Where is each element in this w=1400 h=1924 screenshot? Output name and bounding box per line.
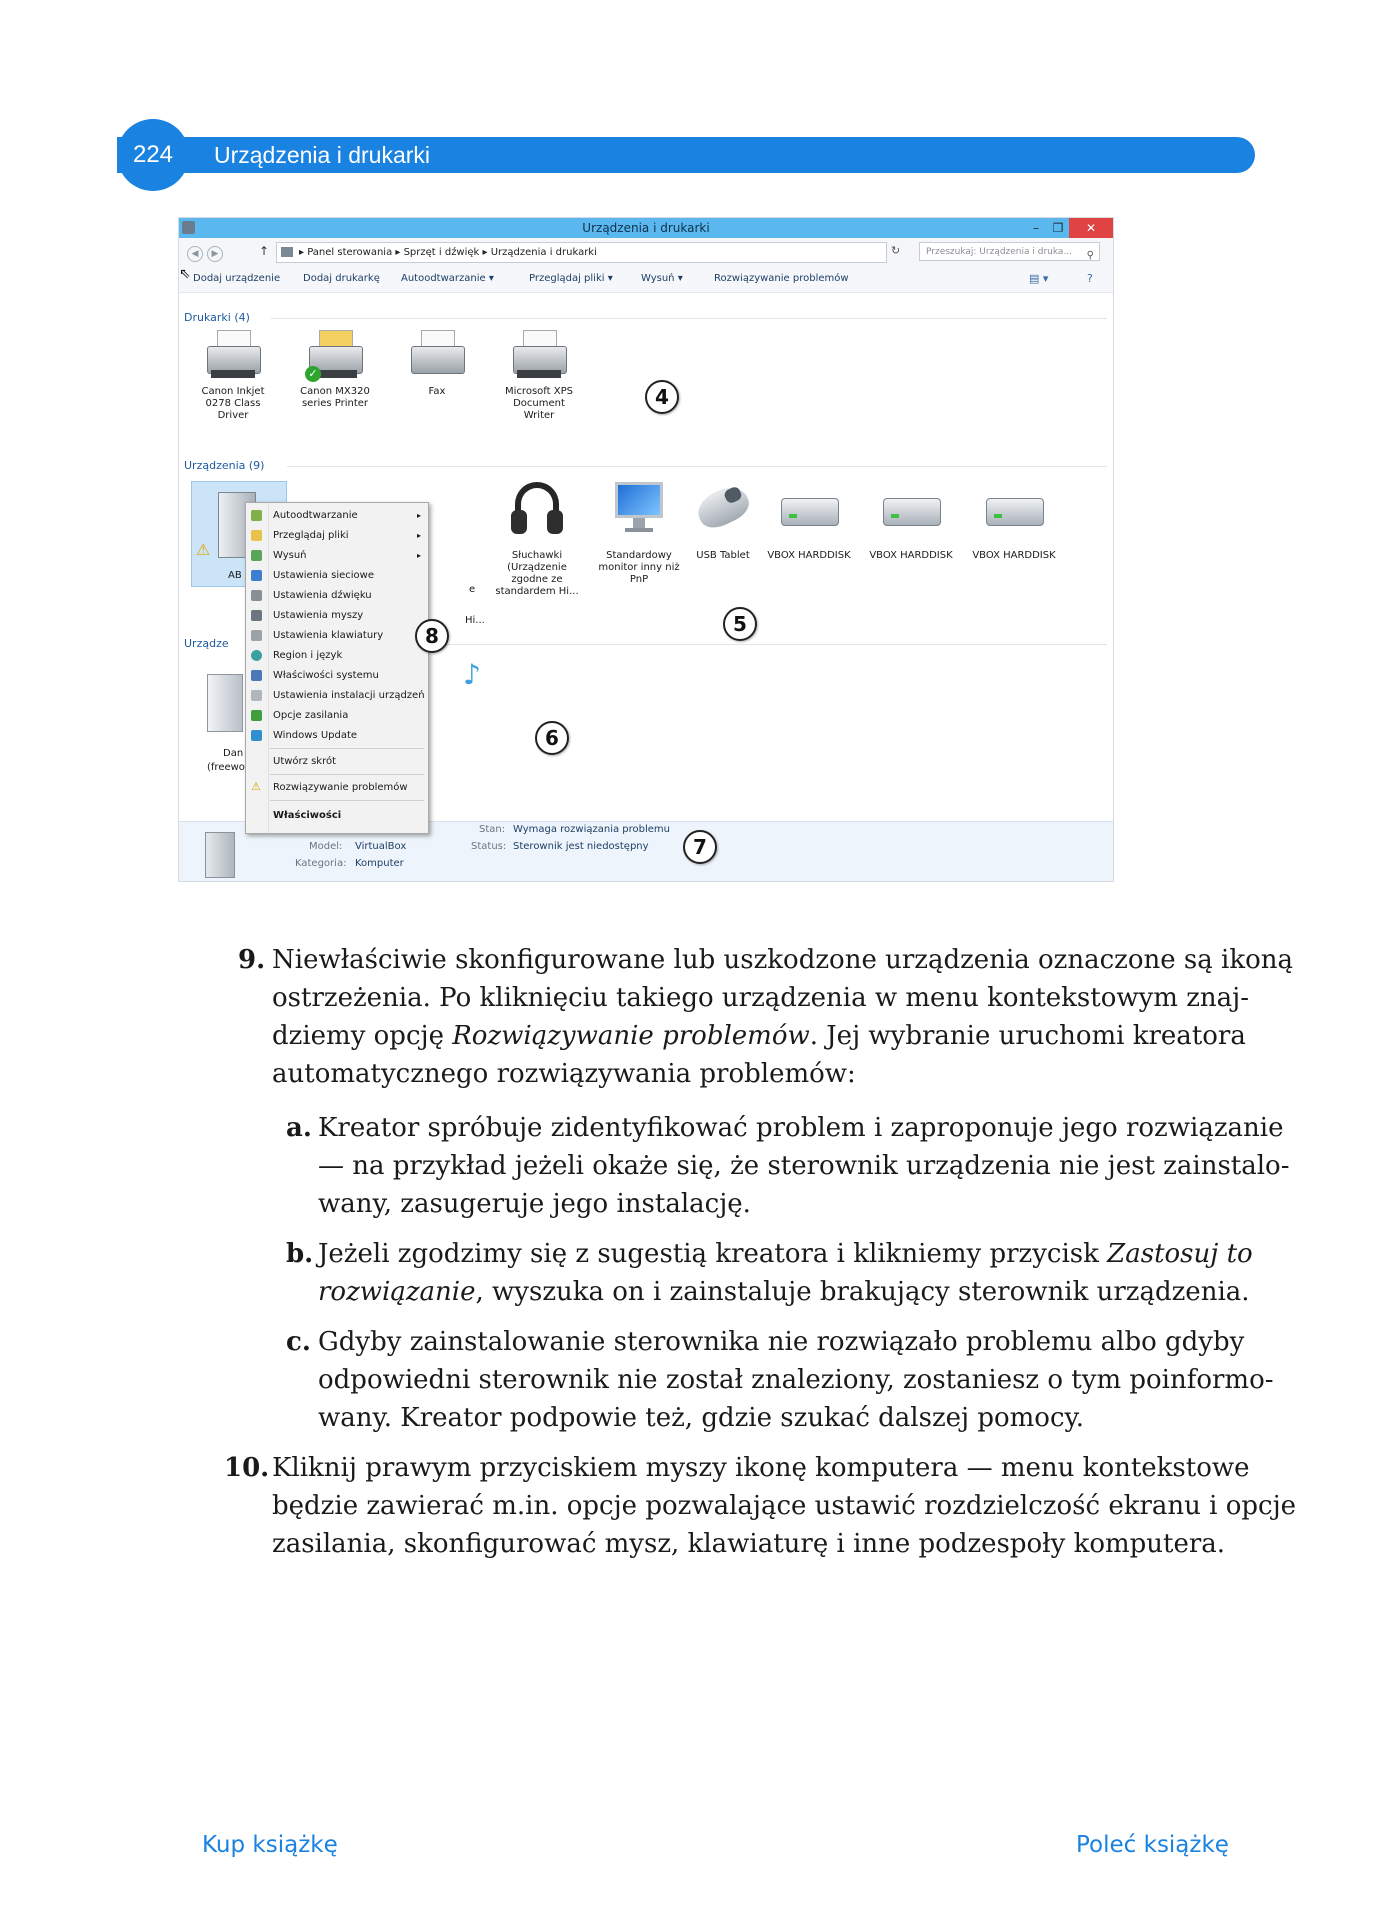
control-panel-icon <box>281 247 293 257</box>
menu-item-mouse-settings[interactable]: Ustawienia myszy <box>246 607 428 625</box>
add-device-button[interactable]: Dodaj urządzenie <box>193 273 281 284</box>
page-number: 224 <box>117 119 189 191</box>
menu-item-troubleshoot[interactable]: ⚠ Rozwiązywanie problemów <box>251 780 408 793</box>
detail-state-key: Stan: <box>479 824 506 835</box>
printer-icon <box>507 328 571 384</box>
music-note-icon: ♪ <box>463 658 481 691</box>
device-hdd-2[interactable] <box>869 480 953 562</box>
callout-8: 8 <box>415 619 449 653</box>
device-label: Standardowy monitor inny niż PnP <box>598 550 680 585</box>
menu-item-sound-settings[interactable]: Ustawienia dźwięku <box>246 587 428 605</box>
keyboard-icon <box>251 630 262 641</box>
menu-item-browse-files[interactable]: Przeglądaj pliki ▸ <box>246 527 428 545</box>
menu-separator <box>270 748 424 749</box>
update-icon <box>251 730 262 741</box>
search-icon: ⚲ <box>1086 250 1094 261</box>
device-label-partial: Hi... <box>465 615 485 626</box>
device-headphones[interactable] <box>495 480 579 598</box>
menu-separator <box>270 774 424 775</box>
eject-icon <box>251 550 262 561</box>
minimize-button[interactable]: – <box>1033 221 1039 235</box>
item-10-number: 10. <box>224 1453 270 1483</box>
device-label: Fax <box>428 386 446 397</box>
device-label: USB Tablet <box>696 550 750 561</box>
device-label: Canon Inkjet 0278 Class Driver <box>201 386 265 421</box>
computer-icon <box>205 832 235 878</box>
item-a-text: Kreator spróbuje zidentyfikować problem i zaproponuje jego rozwiązanie — na przykład jeżeli okaże się, że sterownik urządzenia nie jest zainstalo- wany, zasugeruje jego instalację. <box>318 1113 1290 1219</box>
view-options-icon[interactable]: ▤ ▾ <box>1029 272 1049 285</box>
menu-item-keyboard-settings[interactable]: Ustawienia klawiatury <box>246 627 428 645</box>
command-bar <box>179 266 1113 293</box>
device-label: VBOX HARDDISK <box>972 550 1056 561</box>
warning-icon: ⚠ <box>251 780 261 793</box>
callout-4: 4 <box>645 380 679 414</box>
recommend-book-link[interactable]: Poleć książkę <box>1076 1832 1229 1858</box>
menu-item-device-install-settings[interactable]: Ustawienia instalacji urządzeń <box>246 687 428 705</box>
network-icon <box>251 570 262 581</box>
device-icon <box>251 690 262 701</box>
eject-button[interactable]: Wysuń ▾ <box>641 273 683 284</box>
menu-item-power-options[interactable]: Opcje zasilania <box>246 707 428 725</box>
item-10-text: Kliknij prawym przyciskiem myszy ikonę komputera — menu kontekstowe będzie zawierać m.in. opcje pozwalające ustawić rozdzielczość ekranu i opcje zasilania, skonfigurować mysz, klawiaturę i inne podzespoły komputera. <box>272 1453 1297 1559</box>
window-titlebar <box>179 218 1113 238</box>
address-row <box>179 238 1113 266</box>
fax-icon <box>405 328 469 384</box>
refresh-icon[interactable]: ↻ <box>891 244 901 257</box>
autoplay-button[interactable]: Autoodtwarzanie ▾ <box>401 273 494 284</box>
item-c-letter: c. <box>286 1327 311 1357</box>
group-divider <box>427 644 1107 645</box>
device-label: Canon MX320 series Printer <box>300 386 370 409</box>
up-icon[interactable]: ↑ <box>259 244 270 258</box>
printer-canon-inkjet[interactable] <box>191 328 275 422</box>
menu-item-network-settings[interactable]: Ustawienia sieciowe <box>246 567 428 585</box>
address-bar[interactable] <box>276 242 887 263</box>
hard-disk-icon <box>777 480 841 536</box>
item-9-text: Niewłaściwie skonfigurowane lub uszkodzone urządzenia oznaczone są ikoną ostrzeżenia. Po kliknięciu takiego urządzenia w menu kontekstowym znaj- dziemy opcję Rozwiązywanie problemów. Jej wybranie uruchomi kreatora automatycznego rozwiązywania problemów: <box>272 945 1294 1089</box>
maximize-button[interactable]: ❐ <box>1052 221 1064 235</box>
globe-icon <box>251 650 262 661</box>
group-printers[interactable]: Drukarki (4) <box>184 311 250 324</box>
system-icon <box>251 670 262 681</box>
buy-book-link[interactable]: Kup książkę <box>202 1832 338 1858</box>
monitor-icon <box>607 480 671 536</box>
device-label: VBOX HARDDISK <box>767 550 851 561</box>
device-label: AB <box>228 570 242 581</box>
device-label: Dan <box>223 748 244 759</box>
mouse-icon <box>251 610 262 621</box>
detail-category-key: Kategoria: <box>295 858 347 869</box>
printer-icon <box>201 328 265 384</box>
printer-icon <box>303 328 367 384</box>
menu-item-windows-update[interactable]: Windows Update <box>246 727 428 745</box>
printer-fax[interactable] <box>395 328 479 398</box>
menu-separator <box>270 800 424 801</box>
device-label: VBOX HARDDISK <box>869 550 953 561</box>
power-icon <box>251 710 262 721</box>
device-hdd-3[interactable] <box>972 480 1056 562</box>
breadcrumb[interactable]: ▸ Panel sterowania ▸ Sprzęt i dźwięk ▸ Urządzenia i drukarki <box>299 247 597 258</box>
forward-icon[interactable]: ▶ <box>207 246 223 262</box>
troubleshoot-button[interactable]: Rozwiązywanie problemów <box>714 273 849 284</box>
menu-item-properties[interactable]: Właściwości <box>273 810 342 821</box>
detail-status-value: Sterownik jest niedostępny <box>513 841 649 852</box>
detail-model-value: VirtualBox <box>355 841 407 852</box>
device-hdd-1[interactable] <box>767 480 851 562</box>
mouse-pointer-icon: ⇖ <box>179 266 191 282</box>
speaker-icon <box>251 590 262 601</box>
menu-item-create-shortcut[interactable]: Utwórz skrót <box>273 756 337 767</box>
server-icon <box>207 674 243 732</box>
search-placeholder: Przeszukaj: Urządzenia i druka... <box>926 247 1073 257</box>
detail-model-key: Model: <box>309 841 343 852</box>
chapter-title: Urządzenia i drukarki <box>214 142 431 168</box>
printer-xps[interactable] <box>497 328 581 422</box>
item-b-text: Jeżeli zgodzimy się z sugestią kreatora i klikniemy przycisk Zastosuj to rozwiązanie, wyszuka on i zainstaluje brakujący sterownik urządzenia. <box>318 1239 1253 1307</box>
device-monitor[interactable] <box>597 480 681 586</box>
menu-item-eject[interactable]: Wysuń ▸ <box>246 547 428 565</box>
item-c-text: Gdyby zainstalowanie sterownika nie rozwiązało problemu albo gdyby odpowiedni sterownik nie został znaleziony, zostaniesz o tym poinformo- wany. Kreator podpowie też, gdzie szukać dalszej pomocy. <box>318 1327 1274 1433</box>
device-label: Słuchawki (Urządzenie zgodne ze standardem Hi... <box>495 550 579 597</box>
hard-disk-icon <box>879 480 943 536</box>
group-devices[interactable]: Urządzenia (9) <box>184 459 265 472</box>
menu-item-region-language[interactable]: Region i język <box>246 647 428 665</box>
autoplay-icon <box>251 510 262 521</box>
printer-canon-mx320[interactable] <box>293 328 377 410</box>
detail-state-value: Wymaga rozwiązania problemu <box>513 824 671 835</box>
group-divider <box>287 466 1107 467</box>
search-input[interactable] <box>919 242 1100 261</box>
browse-files-button[interactable]: Przeglądaj pliki ▾ <box>529 273 613 284</box>
callout-6: 6 <box>535 721 569 755</box>
app-icon <box>182 221 195 234</box>
detail-category-value: Komputer <box>355 858 404 869</box>
device-label: Microsoft XPS Document Writer <box>505 386 573 421</box>
item-9-number: 9. <box>238 945 266 975</box>
callout-5: 5 <box>723 607 757 641</box>
device-label: (freewo <box>207 762 245 773</box>
back-icon[interactable]: ◀ <box>187 246 203 262</box>
detail-status-key: Status: <box>471 841 507 852</box>
menu-item-system-properties[interactable]: Właściwości systemu <box>246 667 428 685</box>
window-title: Urządzenia i drukarki <box>582 221 710 235</box>
default-check-icon: ✓ <box>305 366 321 382</box>
item-a-letter: a. <box>286 1113 312 1143</box>
devices-window-screenshot <box>178 217 1114 882</box>
menu-item-autoplay[interactable]: Autoodtwarzanie ▸ <box>246 507 428 525</box>
help-icon[interactable]: ? <box>1087 272 1093 285</box>
add-printer-button[interactable]: Dodaj drukarkę <box>303 273 380 284</box>
mouse-icon <box>691 480 755 536</box>
device-usb-tablet[interactable] <box>681 480 765 562</box>
context-menu <box>245 502 429 834</box>
hard-disk-icon <box>982 480 1046 536</box>
callout-7: 7 <box>683 830 717 864</box>
close-button[interactable]: ✕ <box>1069 218 1113 238</box>
group-divider <box>271 318 1107 319</box>
item-b-letter: b. <box>286 1239 314 1269</box>
group-unspecified[interactable]: Urządze <box>184 637 229 650</box>
warning-icon: ⚠ <box>196 540 211 559</box>
device-label-partial: e <box>469 584 476 595</box>
headphones-icon <box>505 480 569 536</box>
folder-icon <box>251 530 262 541</box>
